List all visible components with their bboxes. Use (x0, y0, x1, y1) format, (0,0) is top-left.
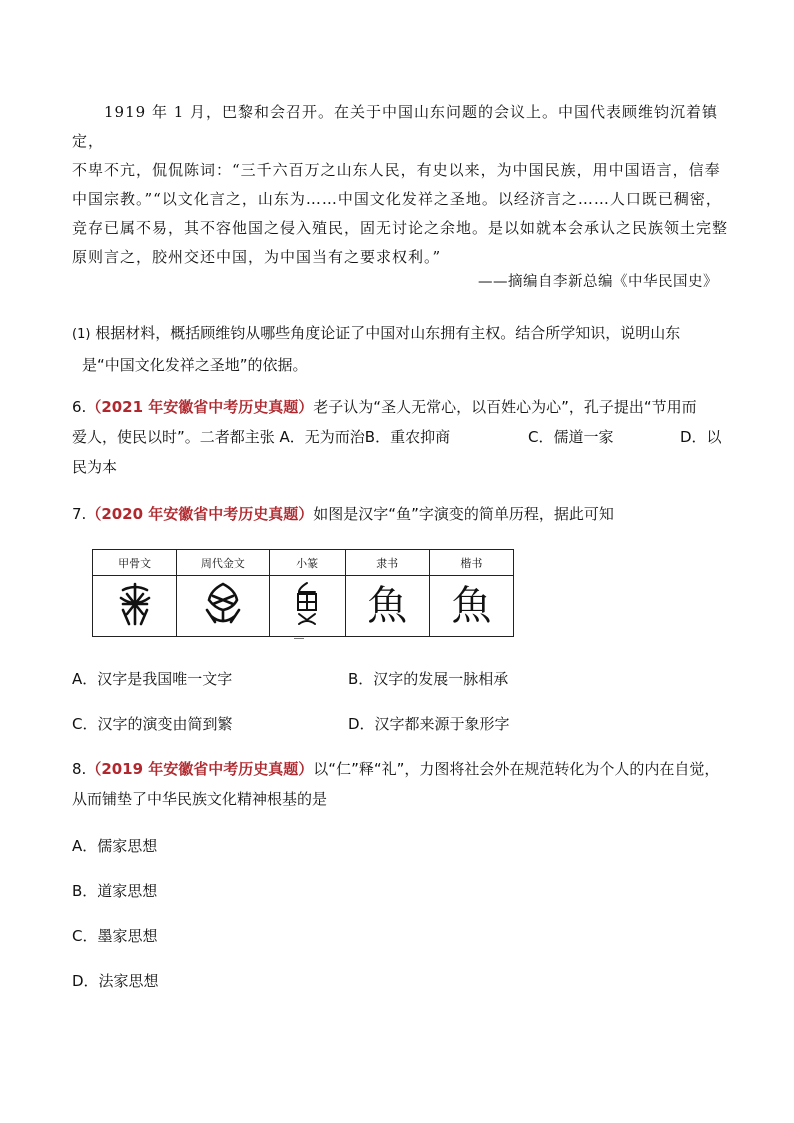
option-d[interactable]: D．法家思想 (72, 972, 159, 990)
question-text: 民为本 (72, 458, 118, 476)
passage (72, 98, 742, 272)
table-header: 小篆 (269, 550, 345, 576)
option-d[interactable]: D．以 (680, 428, 722, 446)
question-7 (72, 499, 732, 529)
passage-line: 竞存已属不易，其不容他国之侵入殖民，固无讨论之余地。是以如就本会承认之民族领土完整 (72, 219, 729, 237)
question-8 (72, 754, 732, 814)
question-number: 6. (72, 398, 87, 416)
table-header: 隶书 (345, 550, 429, 576)
table-header: 甲骨文 (93, 550, 177, 576)
question-text: 以“仁”释“礼”，力图将社会外在规范转化为个人的内在自觉， (313, 760, 720, 778)
option-a[interactable]: A．汉字是我国唯一文字 (72, 670, 233, 688)
bronze-fish-icon (201, 580, 245, 628)
seal-script-fish-icon (289, 580, 325, 628)
oracle-bone-fish-glyph (93, 576, 177, 637)
passage-line: 中国宗教。”“以文化言之，山东为……中国文化发祥之圣地。以经济言之……人口既已稠密， (72, 190, 722, 208)
question-text: 老子认为“圣人无常心，以百姓心为心”，孔子提出“节用而 (313, 398, 697, 416)
table-header: 周代金文 (177, 550, 269, 576)
option-a[interactable]: A．儒家思想 (72, 837, 158, 855)
option-b[interactable]: B．汉字的发展一脉相承 (348, 670, 509, 688)
fish-evolution-table (92, 549, 514, 637)
question-text: 从而铺垫了中华民族文化精神根基的是 (72, 790, 328, 808)
clerical-fish-glyph: 魚 (345, 576, 429, 637)
question-source-tag: （2020 年安徽省中考历史真题） (86, 505, 314, 523)
question-source-tag: （2021 年安徽省中考历史真题） (86, 398, 314, 416)
question-source-tag: （2019 年安徽省中考历史真题） (86, 760, 314, 778)
question-text: 是“中国文化发祥之圣地”的依据。 (82, 356, 308, 374)
regular-fish-glyph: 魚 (429, 576, 513, 637)
bronze-fish-glyph (177, 576, 269, 637)
option-c[interactable]: C．儒道一家 (528, 428, 614, 446)
question-1 (72, 318, 732, 380)
question-6 (72, 392, 732, 482)
option-c[interactable]: C．汉字的演变由简到繁 (72, 715, 233, 733)
question-text: 爱人，使民以时”。二者都主张 A．无为而治B．重农抑商 (72, 428, 451, 446)
oracle-bone-fish-icon (115, 580, 155, 628)
passage-source: ——摘编自李新总编《中华民国史》 (478, 274, 718, 290)
divider (294, 638, 304, 639)
question-number: 7. (72, 505, 87, 523)
option-d[interactable]: D．汉字都来源于象形字 (348, 715, 510, 733)
option-b[interactable]: B．道家思想 (72, 882, 158, 900)
passage-line: 原则言之，胶州交还中国，为中国当有之要求权利。” (72, 248, 442, 266)
passage-line: 不卑不亢，侃侃陈词：“三千六百万之山东人民，有史以来，为中国民族，用中国语言，信奉 (72, 161, 721, 179)
table-header: 楷书 (429, 550, 513, 576)
passage-line: 1919 年 1 月，巴黎和会召开。在关于中国山东问题的会议上。中国代表顾维钧沉着镇定， (72, 103, 719, 150)
seal-script-fish-glyph (269, 576, 345, 637)
question-number: (1) (72, 327, 91, 342)
question-text: 根据材料，概括顾维钧从哪些角度论证了中国对山东拥有主权。结合所学知识，说明山东 (95, 324, 681, 342)
question-number: 8. (72, 760, 87, 778)
question-text: 如图是汉字“鱼”字演变的简单历程，据此可知 (313, 505, 614, 523)
option-c[interactable]: C．墨家思想 (72, 927, 158, 945)
